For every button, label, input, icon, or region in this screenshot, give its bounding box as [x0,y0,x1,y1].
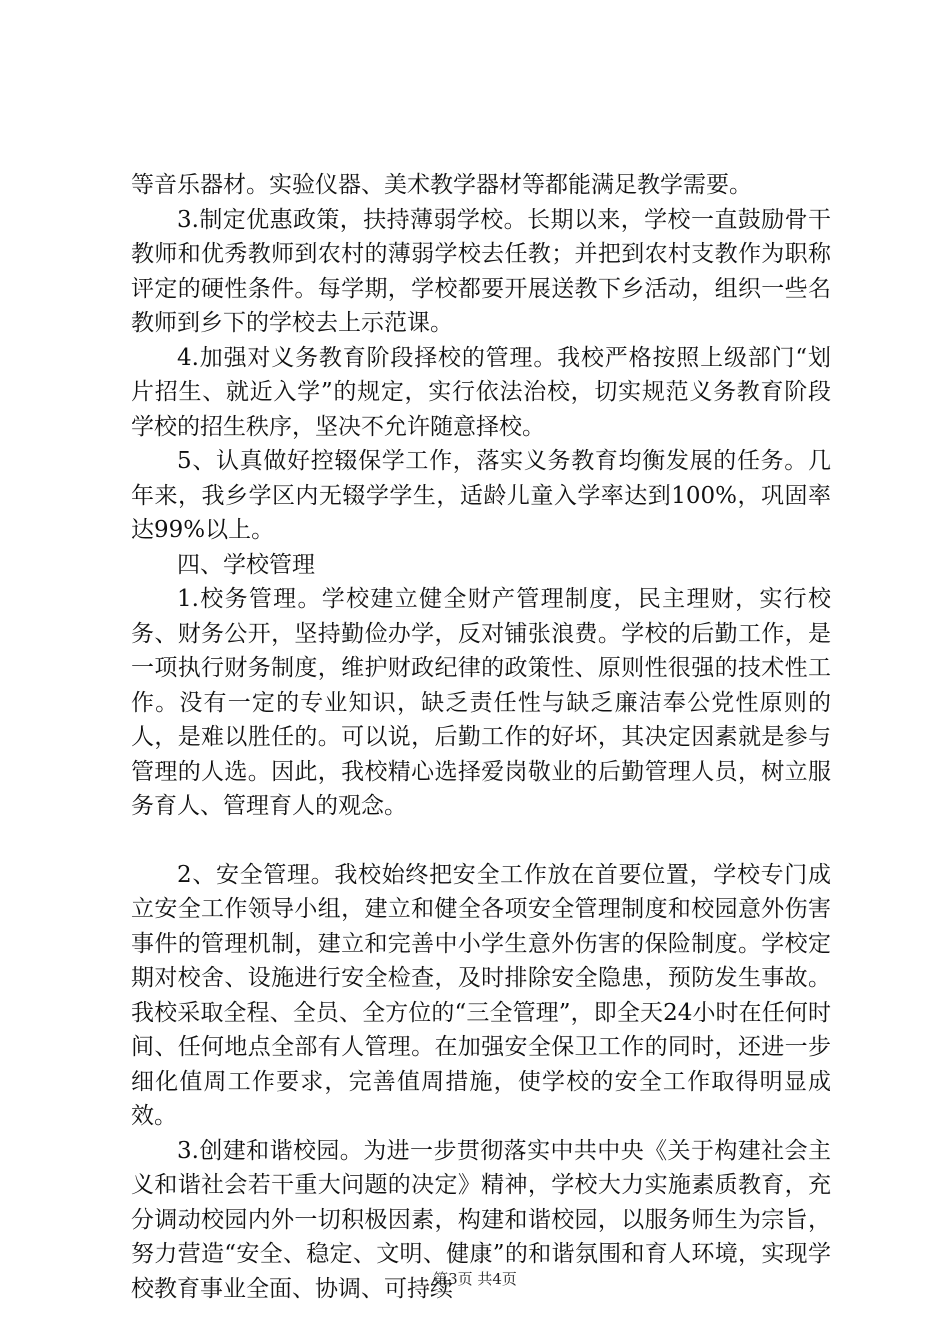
section-heading: 四、学校管理 [177,551,315,578]
paragraph-spacer [131,824,831,858]
paragraph-item-4: 4.加强对义务教育阶段择校的管理。我校严格按照上级部门“划片招生、就近入学”的规定，实行依法治校，切实规范义务教育阶段学校的招生秩序，坚决不允许随意择校。 [131,344,831,440]
document-body [131,168,831,1306]
paragraph-item-3: 3.制定优惠政策，扶持薄弱学校。长期以来，学校一直鼓励骨干教师和优秀教师到农村的薄弱学校去任教；并把到农村支教作为职称评定的硬性条件。每学期，学校都要开展送教下乡活动，组织一些名教师到乡下的学校去上示范课。 [131,206,831,336]
paragraph-harmonious-campus: 3.创建和谐校园。为进一步贯彻落实中共中央《关于构建社会主义和谐社会若干重大问题的决定》精神，学校大力实施素质教育，充分调动校园内外一切积极因素，构建和谐校园，以服务师生为宗旨，努力营造“安全、稳定、文明、健康”的和谐氛围和育人环境，实现学校教育事业全面、协调、可持续 [131,1137,831,1302]
paragraph-item-5: 5、认真做好控辍保学工作，落实义务教育均衡发展的任务。几年来，我乡学区内无辍学学生，适龄儿童入学率达到100%，巩固率达99%以上。 [131,448,831,543]
paragraph-safety: 2、安全管理。我校始终把安全工作放在首要位置，学校专门成立安全工作领导小组，建立和健全各项安全管理制度和校园意外伤害事件的管理机制，建立和完善中小学生意外伤害的保险制度。学校定期对校舍、设施进行安全检查，及时排除安全隐患，预防发生事故。我校采取全程、全员、全方位的“三全管理”，即全天24小时在任何时间、任何地点全部有人管理。在加强安全保卫工作的同时，还进一步细化值周工作要求，完善值周措施，使学校的安全工作取得明显成效。 [131,861,831,1129]
paragraph-school-affairs: 1.校务管理。学校建立健全财产管理制度，民主理财，实行校务、财务公开，坚持勤俭办学，反对铺张浪费。学校的后勤工作，是一项执行财务制度，维护财政纪律的政策性、原则性很强的技术性工作。没有一定的专业知识，缺乏责任性与缺乏廉洁奉公党性原则的人，是难以胜任的。可以说，后勤工作的好坏，其决定因素就是参与管理的人选。因此，我校精心选择爱岗敬业的后勤管理人员，树立服务育人、管理育人的观念。 [131,586,831,819]
paragraph-continuation: 等音乐器材。实验仪器、美术教学器材等都能满足教学需要。 [131,172,752,198]
page-number: 第3页 共4页 [433,1270,517,1288]
